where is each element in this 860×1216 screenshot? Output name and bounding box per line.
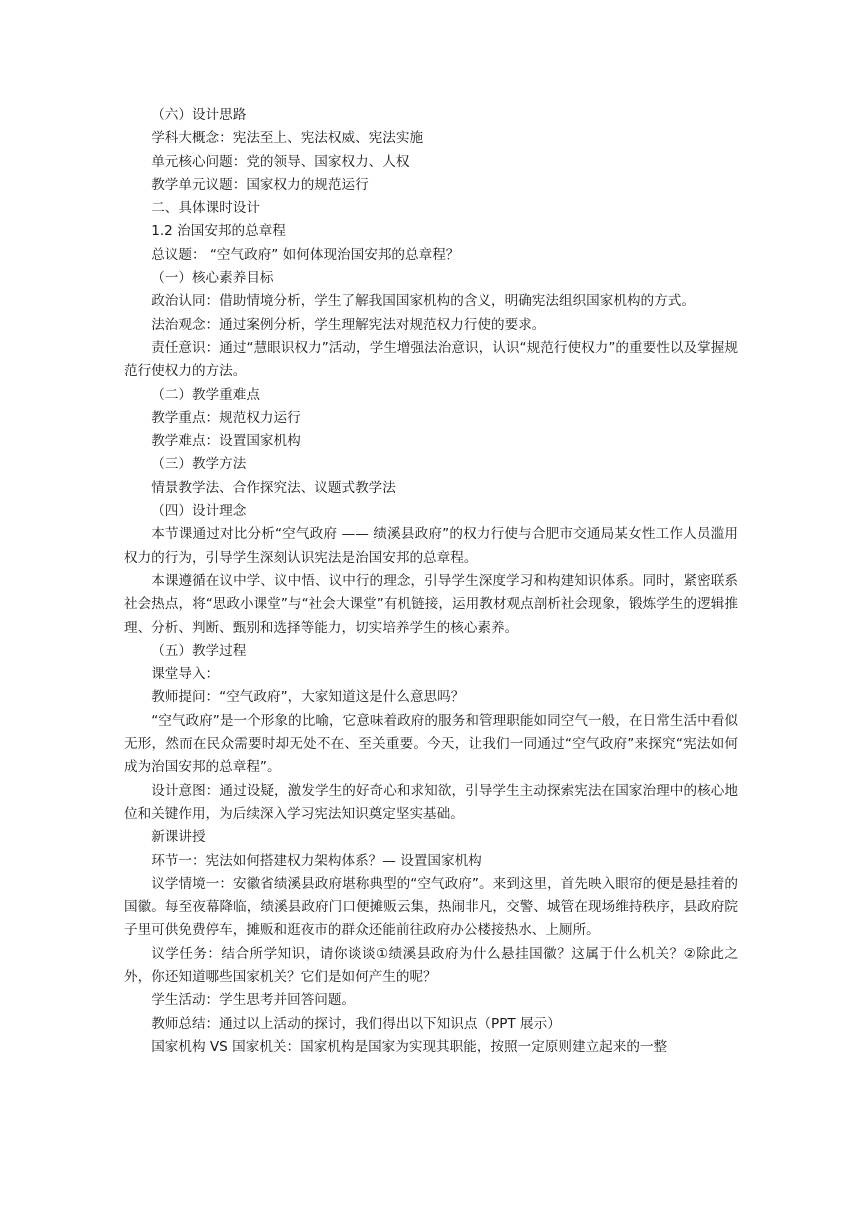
paragraph: “空气政府”是一个形象的比喻，它意味着政府的服务和管理职能如同空气一般，在日常生活中看似无形，然而在民众需要时却无处不在、至关重要。今天，让我们一同通过“空气政府”来探究“宪法如何成为治国安邦的总章程”。 — [124, 712, 738, 776]
section-heading: （三）教学方法 — [151, 456, 247, 473]
paragraph: 情景教学法、合作探究法、议题式教学法 — [151, 479, 396, 496]
section-heading: （五）教学过程 — [151, 642, 247, 659]
paragraph: 总议题： “空气政府” 如何体现治国安邦的总章程？ — [151, 246, 460, 263]
paragraph: 政治认同：借助情境分析，学生了解我国国家机构的含义，明确宪法组织国家机构的方式。 — [151, 293, 695, 310]
section-heading: （四）设计理念 — [151, 503, 247, 520]
paragraph: 法治观念：通过案例分析，学生理解宪法对规范权力行使的要求。 — [151, 316, 546, 333]
paragraph: 课堂导入： — [151, 666, 220, 683]
paragraph: 教学难点：设置国家机构 — [151, 433, 301, 450]
paragraph: 学生活动：学生思考并回答问题。 — [151, 992, 356, 1009]
paragraph: 本课遵循在议中学、议中悟、议中行的理念，引导学生深度学习和构建知识体系。同时，紧密联系社会热点，将“思政小课堂”与“社会大课堂”有机链接，运用教材观点剖析社会现象，锻炼学生的逻辑推理、分析、判断、甄别和选择等能力，切实培养学生的核心素养。 — [124, 572, 738, 636]
section-heading: （二）教学重难点 — [151, 386, 260, 403]
paragraph: 教学重点：规范权力运行 — [151, 409, 301, 426]
paragraph: 议学任务：结合所学知识，请你谈谈①绩溪县政府为什么悬挂国徽？这属于什么机关？②除此之外，你还知道哪些国家机关？它们是如何产生的呢？ — [124, 945, 738, 985]
paragraph: 二、具体课时设计 — [151, 200, 260, 217]
paragraph: 议学情境一：安徽省绩溪县政府堪称典型的“空气政府”。来到这里，首先映入眼帘的便是悬挂着的国徽。每至夜幕降临，绩溪县政府门口便摊贩云集，热闹非凡，交警、城管在现场维持秩序，县政府院子里可供免费停车，摊贩和逛夜市的群众还能前往政府办公楼接热水、上厕所。 — [124, 875, 738, 939]
section-heading: （一）核心素养目标 — [151, 270, 274, 287]
paragraph: 本节课通过对比分析“空气政府 —— 绩溪县政府”的权力行使与合肥市交通局某女性工作人员滥用权力的行为，引导学生深刻认识宪法是治国安邦的总章程。 — [124, 526, 738, 566]
paragraph: 教师提问：“空气政府”，大家知道这是什么意思吗？ — [151, 689, 465, 706]
paragraph: 设计意图：通过设疑，激发学生的好奇心和求知欲，引导学生主动探索宪法在国家治理中的核心地位和关键作用，为后续深入学习宪法知识奠定坚实基础。 — [124, 782, 738, 822]
paragraph: 教学单元议题：国家权力的规范运行 — [151, 176, 369, 193]
paragraph: 环节一：宪法如何搭建权力架构体系？— 设置国家机构 — [151, 852, 482, 869]
document-body — [124, 104, 738, 1059]
paragraph: 责任意识：通过“慧眼识权力”活动，学生增强法治意识，认识“规范行使权力”的重要性以及掌握规范行使权力的方法。 — [124, 339, 738, 380]
paragraph: 1.2 治国安邦的总章程 — [151, 223, 286, 240]
paragraph: 学科大概念：宪法至上、宪法权威、宪法实施 — [151, 130, 424, 147]
paragraph: 单元核心问题：党的领导、国家权力、人权 — [151, 153, 410, 170]
paragraph: 教师总结：通过以上活动的探讨，我们得出以下知识点（PPT 展示） — [151, 1015, 561, 1032]
paragraph: 国家机构 VS 国家机关：国家机构是国家为实现其职能，按照一定原则建立起来的一整 — [151, 1038, 668, 1055]
paragraph: 新课讲授 — [151, 829, 206, 846]
section-heading: （六）设计思路 — [151, 107, 247, 123]
